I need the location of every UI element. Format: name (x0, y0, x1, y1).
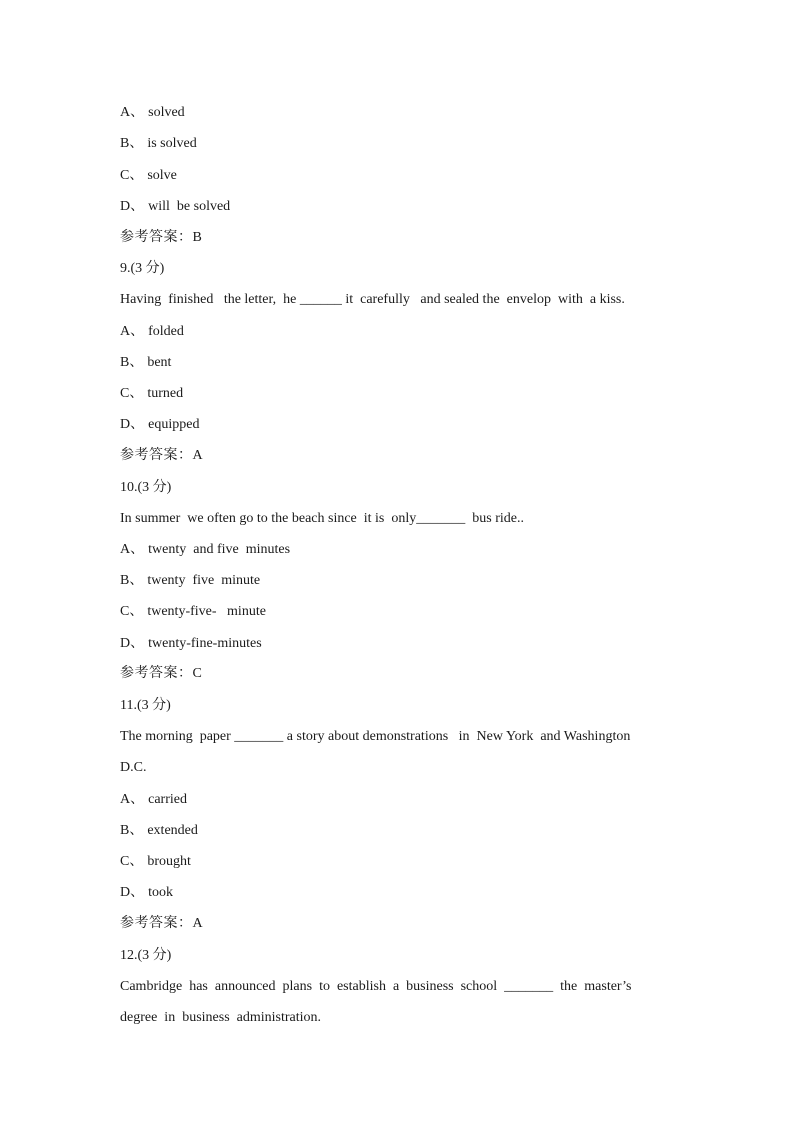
option-text: folded (148, 324, 184, 339)
option-text: twenty and five minutes (148, 542, 291, 557)
option-text: turned (147, 386, 184, 401)
q9-stem: Having finished the letter, he ______ it carefully and sealed the envelop with a kiss. (120, 292, 625, 307)
q12-header: 12.(3 分) (120, 948, 172, 963)
option-text: twenty five minute (147, 573, 261, 588)
q10-option-d (120, 634, 262, 654)
option-separator: 、 (129, 136, 144, 151)
q9-option-a (120, 322, 184, 342)
answer-label: 参考答案： (120, 916, 193, 931)
option-letter: A (120, 324, 131, 339)
option-letter: B (120, 573, 130, 588)
option-text: bent (147, 355, 172, 370)
q11-stem-line2: D.C. (120, 760, 147, 775)
q8-option-c (120, 166, 177, 186)
option-separator: 、 (129, 573, 144, 588)
option-separator: 、 (129, 604, 144, 619)
q11-answer (120, 914, 203, 934)
q8-answer (120, 228, 202, 248)
option-separator: 、 (130, 792, 145, 807)
answer-label: 参考答案： (120, 448, 193, 463)
option-text: carried (148, 792, 187, 807)
q12-stem-line2: degree in business administration. (120, 1010, 322, 1025)
option-text: is solved (147, 136, 197, 151)
q9-option-d (120, 415, 199, 435)
option-text: took (148, 885, 174, 900)
option-separator: 、 (130, 199, 145, 214)
option-text: will be solved (148, 199, 231, 214)
option-letter: D (120, 417, 131, 432)
q10-option-c (120, 602, 266, 622)
q10-answer (120, 664, 202, 684)
q9-header: 9.(3 分) (120, 261, 165, 276)
option-letter: A (120, 105, 131, 120)
option-text: extended (147, 823, 198, 838)
option-text: solve (147, 168, 177, 183)
option-letter: C (120, 168, 130, 183)
option-separator: 、 (129, 854, 144, 869)
option-separator: 、 (130, 324, 145, 339)
option-letter: D (120, 885, 131, 900)
option-text: twenty-five- minute (147, 604, 266, 619)
option-separator: 、 (129, 823, 144, 838)
q11-option-b (120, 821, 198, 841)
q11-header: 11.(3 分) (120, 698, 171, 713)
q9-option-b (120, 353, 171, 373)
q10-header: 10.(3 分) (120, 480, 172, 495)
q11-option-d (120, 883, 173, 903)
q11-option-a (120, 790, 187, 810)
option-letter: B (120, 136, 130, 151)
option-text: equipped (148, 417, 200, 432)
option-separator: 、 (129, 355, 144, 370)
option-text: solved (148, 105, 185, 120)
option-letter: A (120, 542, 131, 557)
q12-stem-line1: Cambridge has announced plans to establish a business school _______ the master’s (120, 979, 632, 994)
answer-value: B (192, 230, 202, 245)
answer-value: C (192, 666, 202, 681)
q9-answer (120, 446, 203, 466)
q8-option-d (120, 197, 230, 217)
answer-value: A (192, 448, 203, 463)
q8-option-b (120, 134, 197, 154)
option-letter: D (120, 636, 131, 651)
option-separator: 、 (130, 636, 145, 651)
q10-option-b (120, 571, 260, 591)
option-text: twenty-fine-minutes (148, 636, 262, 651)
option-letter: C (120, 386, 130, 401)
option-letter: C (120, 854, 130, 869)
option-separator: 、 (129, 386, 144, 401)
option-letter: D (120, 199, 131, 214)
q11-stem-line1: The morning paper _______ a story about demonstrations in New York and Washington (120, 729, 631, 744)
answer-label: 参考答案： (120, 666, 193, 681)
q10-stem: In summer we often go to the beach since it is only_______ bus ride.. (120, 511, 524, 526)
q9-option-c (120, 384, 183, 404)
answer-value: A (192, 916, 203, 931)
option-separator: 、 (130, 542, 145, 557)
q10-option-a (120, 540, 290, 560)
answer-label: 参考答案： (120, 230, 193, 245)
option-separator: 、 (130, 417, 145, 432)
option-letter: A (120, 792, 131, 807)
q11-option-c (120, 852, 191, 872)
option-text: brought (147, 854, 191, 869)
option-letter: B (120, 355, 130, 370)
option-letter: C (120, 604, 130, 619)
option-separator: 、 (130, 105, 145, 120)
option-letter: B (120, 823, 130, 838)
option-separator: 、 (129, 168, 144, 183)
q8-option-a (120, 103, 185, 123)
option-separator: 、 (130, 885, 145, 900)
